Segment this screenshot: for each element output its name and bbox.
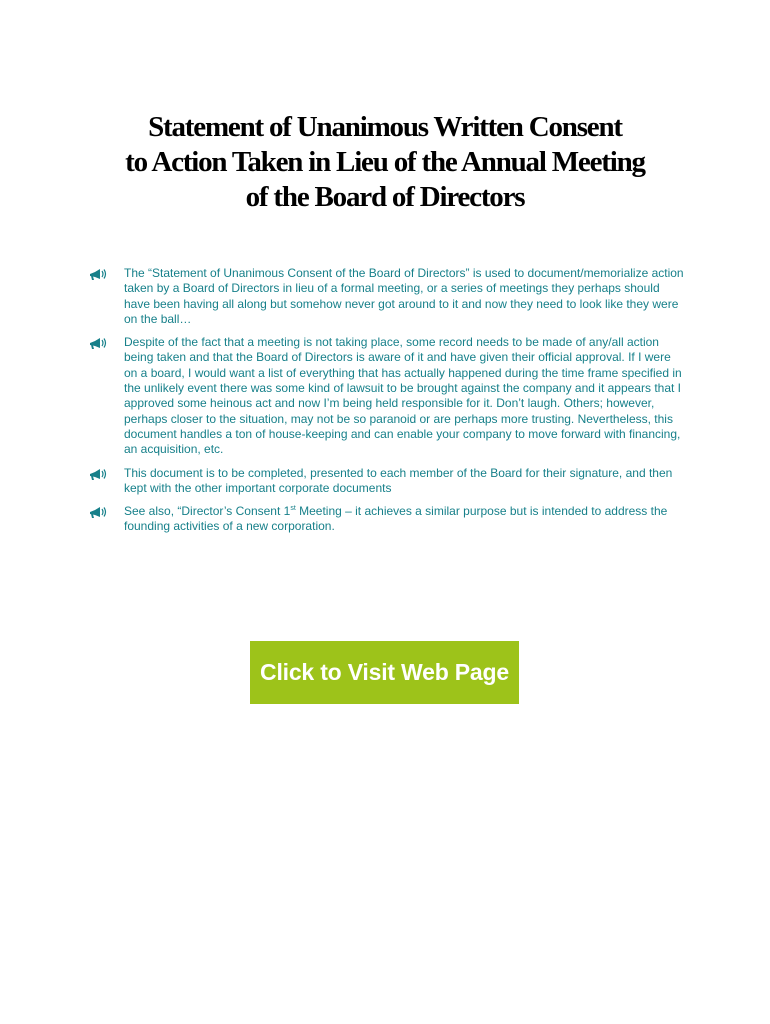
title-line-2: to Action Taken in Lieu of the Annual Meeting (125, 146, 645, 178)
megaphone-icon (88, 336, 108, 350)
megaphone-icon (88, 267, 108, 281)
list-item (86, 335, 686, 457)
bullet-text-2: Despite of the fact that a meeting is not taking place, some record needs to be made of any/all action being taken and that the Board of Directors is aware of it and have given their official approval. If I were on a board, I would want a list of everything that has actually happened during the time frame specified in the unlikely event there was some kind of lawsuit to be brought against the company and it appears that I approved some heinous act and now I’m being held responsible for it. Don’t laugh. Others; however, perhaps closer to the situation, may not be so paranoid or are perhaps more trusting. Nevertheless, this document handles a ton of house-keeping and can enable your company to move forward with financing, an acquisition, etc. (124, 335, 682, 457)
list-item (86, 466, 686, 497)
bullet-text-4-before: See also, “Director’s Consent 1 (124, 504, 291, 519)
title-line-1: Statement of Unanimous Written Consent (148, 111, 622, 143)
bullet-list (86, 266, 686, 543)
visit-web-page-button[interactable]: Click to Visit Web Page (250, 641, 519, 704)
bullet-text-4-after: Meeting – it achieves a similar purpose but is intended to address the founding activities of a new corporation. (124, 504, 668, 534)
megaphone-icon (88, 467, 108, 481)
ordinal-superscript: st (290, 505, 296, 513)
list-item (86, 504, 686, 535)
list-item (86, 266, 686, 327)
title-line-3: of the Board of Directors (245, 181, 525, 213)
bullet-text-1: The “Statement of Unanimous Consent of the Board of Directors” is used to document/memorialize action taken by a Board of Directors in lieu of a formal meeting, or a series of meetings they perhaps should have been having all along but somehow never got around to it and now they need to look like they were on the ball… (124, 266, 684, 326)
bullet-text-4 (124, 504, 667, 533)
bullet-text-3: This document is to be completed, presented to each member of the Board for their signature, and then kept with the other important corporate documents (124, 465, 673, 495)
document-title (60, 110, 710, 215)
megaphone-icon (88, 505, 108, 519)
